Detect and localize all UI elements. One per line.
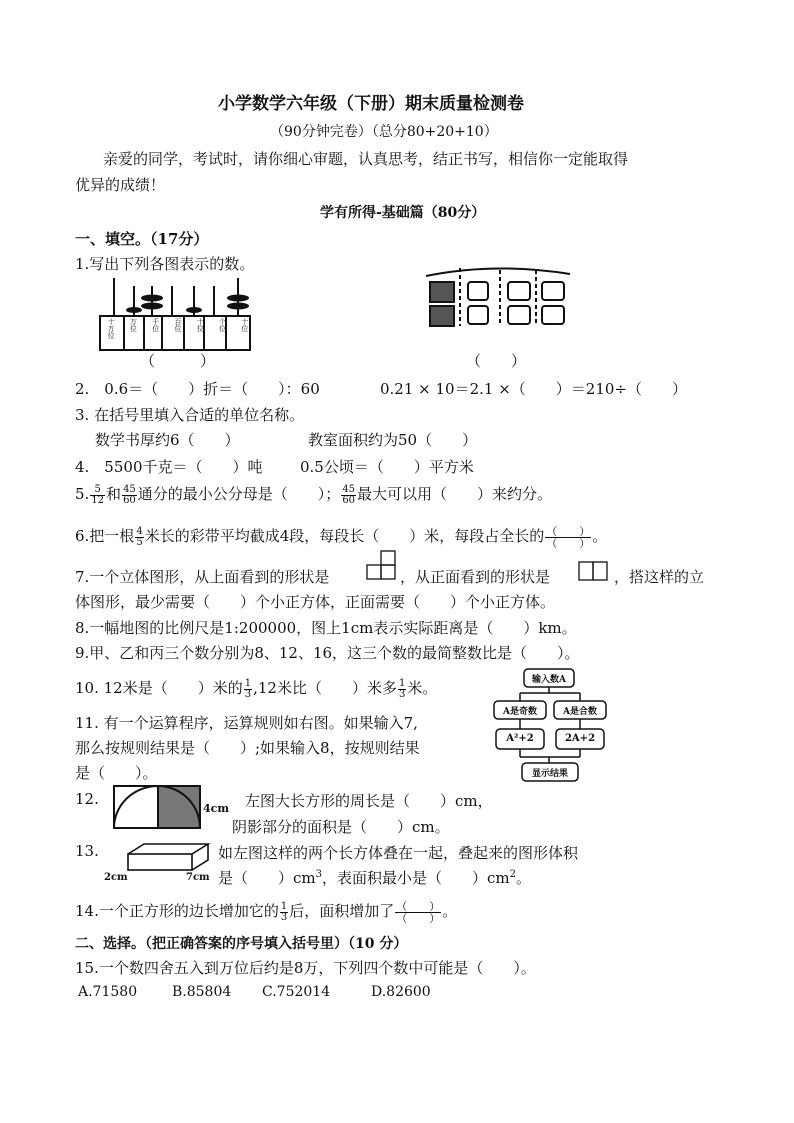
question-11b: 那么按规则结果是（ ）;如果输入8，按规则结果 bbox=[75, 739, 420, 757]
abacus-label: 十位 bbox=[240, 318, 249, 332]
question-12b: 阴影部分的面积是（ ）cm。 bbox=[232, 818, 450, 836]
flow-op1: A²+2 bbox=[506, 733, 534, 744]
abacus-label: 万位 bbox=[129, 318, 138, 332]
question-12a: 左图大长方形的周长是（ ）cm， bbox=[245, 792, 493, 810]
page-subtitle: （90分钟完卷）（总分80+20+10） bbox=[270, 124, 498, 140]
flow-odd: A是奇数 bbox=[503, 707, 537, 717]
intro-line-2: 优异的成绩！ bbox=[75, 176, 166, 194]
option-d: D.82600 bbox=[371, 984, 431, 1000]
question-3: 3. 在括号里填入合适的单位名称。 bbox=[75, 406, 305, 424]
abacus-labels bbox=[100, 318, 256, 348]
q13-dimension-1: 2cm bbox=[104, 872, 128, 883]
fraction: $\frac{45}{60}$ bbox=[123, 483, 136, 506]
question-13b: 是（ ）$cm^3$，表面积最小是（ ）$cm^2$。 bbox=[218, 869, 532, 887]
front-view-shape bbox=[578, 560, 610, 584]
abacus-label: 个位 bbox=[218, 318, 227, 332]
option-b: B.85804 bbox=[172, 984, 232, 1000]
question-10: 10. 12米是（ ）米的 $\frac{1}{3}$ ,12米比（ ）米多 $\frac{1}{3}$ 米。 bbox=[75, 677, 438, 700]
abacus-label: 十位 bbox=[196, 318, 205, 332]
abacus-label: 百位 bbox=[173, 318, 182, 332]
flow-output: 显示结果 bbox=[531, 769, 568, 779]
option-a: A.71580 bbox=[78, 984, 138, 1000]
q12-dimension: 4cm bbox=[203, 802, 229, 815]
fraction-blank: $\frac{( )}{( )}$ bbox=[396, 899, 441, 925]
question-7c: ，搭这样的立 bbox=[614, 568, 705, 586]
fraction: $\frac{4}{5}$ bbox=[136, 525, 143, 548]
section-1-title: 一、填空。（17分） bbox=[75, 230, 209, 248]
section-2-title: 二、选择。（把正确答案的序号填入括号里）（10 分） bbox=[75, 936, 408, 952]
intro-line-1: 亲爱的同学，考试时，请你细心审题，认真思考，结正书写，相信你一定能取得 bbox=[103, 150, 629, 168]
flow-op2: 2A+2 bbox=[564, 733, 596, 744]
question-1: 1.写出下列各图表示的数。 bbox=[75, 255, 255, 273]
counting-blocks-figure bbox=[424, 266, 574, 330]
question-14: 14.一个正方形的边长增加它的 $\frac{1}{3}$ 后，面积增加了 $\frac{( )}{( )}$ 。 bbox=[75, 899, 458, 925]
top-view-shape bbox=[367, 550, 399, 590]
rectangle-semicircle-figure bbox=[112, 784, 204, 830]
fraction: $\frac{1}{3}$ bbox=[398, 677, 406, 700]
question-4b: 0.5公顷＝（ ）平方米 bbox=[300, 458, 474, 476]
cuboid-figure bbox=[126, 842, 212, 872]
fraction-blank: $\frac{( )}{( )}$ bbox=[546, 524, 591, 550]
q13-dimension-2: 7cm bbox=[186, 872, 210, 883]
question-13a: 如左图这样的两个长方体叠在一起，叠起来的图形体积 bbox=[218, 844, 579, 862]
question-11c: 是（ ）。 bbox=[75, 764, 158, 782]
q1-blank-b: （ ） bbox=[466, 352, 527, 370]
q1-blank-a: （ ） bbox=[140, 352, 216, 370]
question-8: 8.一幅地图的比例尺是1:200000，图上1cm表示实际距离是（ ）km。 bbox=[75, 619, 577, 637]
question-6: 6.把一根 $\frac{4}{5}$ 米长的彩带平均截成4段，每段长（ ）米，每段占全长的 $\frac{( )}{( )}$ 。 bbox=[75, 524, 608, 550]
question-5: 5. $\frac{5}{12}$ 和 $\frac{45}{60}$ 通分的最小公分母是（ ）； $\frac{45}{60}$ 最大可以用（ ）来约分。 bbox=[75, 483, 553, 506]
page-title: 小学数学六年级（下册）期末质量检测卷 bbox=[218, 94, 524, 114]
question-12-number: 12. bbox=[75, 790, 99, 808]
question-2a: 2. 0.6＝（ ）折＝（ ）：60 bbox=[75, 380, 320, 398]
part-title: 学有所得-基础篇（80分） bbox=[320, 205, 486, 221]
question-7d: 体图形，最少需要（ ）个小正方体，正面需要（ ）个小正方体。 bbox=[75, 593, 556, 611]
abacus-label: 千位 bbox=[151, 318, 160, 332]
fraction: $\frac{1}{3}$ bbox=[280, 900, 288, 923]
flow-even: A是合数 bbox=[563, 707, 597, 717]
abacus-label: 十万位 bbox=[107, 318, 116, 339]
question-7b: ，从正面看到的形状是 bbox=[400, 568, 551, 586]
fraction: $\frac{5}{12}$ bbox=[91, 483, 105, 506]
option-c: C.752014 bbox=[262, 984, 331, 1000]
fraction: $\frac{45}{60}$ bbox=[342, 483, 356, 506]
flow-input: 输入数A bbox=[532, 675, 566, 685]
question-3a: 数学书厚约6（ ） bbox=[95, 431, 240, 449]
question-2b: 0.21 × 10＝2.1 ×（ ）＝210÷（ ） bbox=[380, 380, 687, 398]
question-11a: 11. 有一个运算程序，运算规则如右图。如果输入7, bbox=[75, 714, 418, 732]
question-3b: 教室面积约为50（ ） bbox=[308, 431, 478, 449]
question-9: 9.甲、乙和丙三个数分别为8、12、16，这三个数的最简整数比是（ ）。 bbox=[75, 644, 580, 662]
question-13-number: 13. bbox=[75, 842, 99, 860]
fraction: $\frac{1}{3}$ bbox=[244, 677, 252, 700]
question-7a: 7.一个立体图形，从上面看到的形状是 bbox=[75, 568, 330, 586]
question-4a: 4. 5500千克＝（ ）吨 bbox=[75, 458, 263, 476]
question-15: 15.一个数四舍五入到万位后约是8万，下列四个数中可能是（ ）。 bbox=[75, 959, 536, 977]
